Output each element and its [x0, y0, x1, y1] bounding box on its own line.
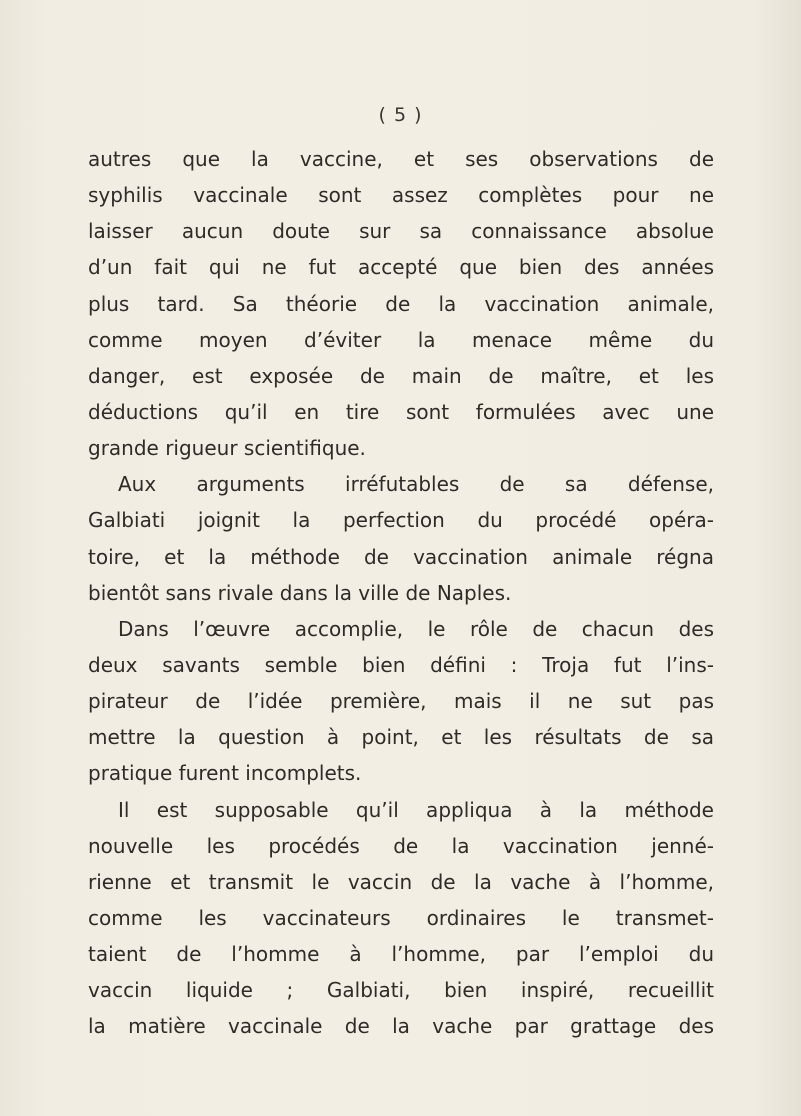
page-number: ( 5 ) [378, 104, 423, 126]
text-line: vaccin liquide ; Galbiati, bien inspiré, recueillit [88, 978, 714, 1003]
text-line: mettre la question à point, et les résultats de sa [88, 725, 714, 750]
text-line: laisser aucun doute sur sa connaissance absolue [88, 219, 714, 244]
text-line: toire, et la méthode de vaccination animale régna [88, 544, 714, 569]
paragraph-end-line: bientôt sans rivale dans la ville de Naples. [88, 580, 512, 605]
paragraph-start-line: Il est supposable qu’il appliqua à la méthode [118, 797, 714, 822]
text-line: pirateur de l’idée première, mais il ne sut pas [88, 689, 714, 714]
text-line: deux savants semble bien défini : Troja fut l’ins- [88, 652, 714, 677]
paragraph-end-line: pratique furent incomplets. [88, 761, 362, 786]
text-line: nouvelle les procédés de la vaccination jenné- [88, 833, 714, 858]
paragraph-start-line: Aux arguments irréfutables de sa défense, [118, 472, 714, 497]
text-line: plus tard. Sa théorie de la vaccination animale, [88, 291, 714, 316]
text-line: rienne et transmit le vaccin de la vache à l’homme, [88, 869, 714, 894]
text-line: déductions qu’il en tire sont formulées avec une [88, 399, 714, 424]
text-line: d’un fait qui ne fut accepté que bien des années [88, 255, 714, 280]
paragraph-start-line: Dans l’œuvre accomplie, le rôle de chacun des [118, 616, 714, 641]
text-line: taient de l’homme à l’homme, par l’emploi du [88, 942, 714, 967]
paragraph-end-line: grande rigueur scientifique. [88, 436, 366, 461]
body-text [88, 141, 714, 1045]
text-line: la matière vaccinale de la vache par grattage des [88, 1014, 714, 1039]
text-line: danger, est exposée de main de maître, et les [88, 363, 714, 388]
text-line: syphilis vaccinale sont assez complètes pour ne [88, 183, 714, 208]
text-line: comme les vaccinateurs ordinaires le transmet- [88, 905, 714, 930]
text-line: comme moyen d’éviter la menace même du [88, 327, 714, 352]
text-line: autres que la vaccine, et ses observations de [88, 147, 714, 171]
text-line: Galbiati joignit la perfection du procédé opéra- [88, 508, 714, 533]
